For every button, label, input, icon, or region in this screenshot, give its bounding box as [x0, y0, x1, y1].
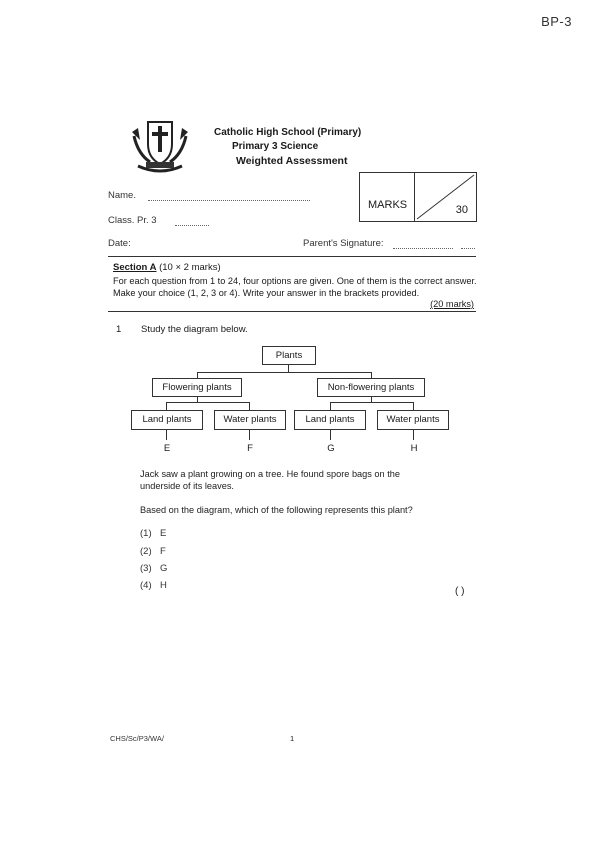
marks-box — [359, 172, 477, 222]
marks-total: 30 — [455, 204, 468, 216]
name-field-line — [148, 200, 310, 201]
section-divider — [108, 311, 476, 312]
signature-label: Parent's Signature: — [303, 238, 384, 249]
diagram-connector — [330, 402, 331, 410]
option-4[interactable] — [140, 580, 180, 591]
diagram-leaf-land-plants: Land plants — [131, 410, 203, 430]
diagram-connector — [166, 430, 167, 440]
option-3[interactable] — [140, 563, 180, 574]
section-instructions: For each question from 1 to 24, four options are given. One of them is the correct answer. Make your choice (1, 2, 3 or 4). Write your answer in the brackets provided. — [113, 276, 477, 298]
option-text: F — [160, 546, 166, 557]
class-field-line — [175, 225, 209, 226]
option-text: H — [160, 580, 167, 591]
header-divider — [108, 256, 476, 257]
diagram-leaf-land-plants: Land plants — [294, 410, 366, 430]
signature-field-line — [393, 248, 453, 249]
leaf-label-h: H — [410, 443, 418, 454]
signature-field-line-end — [461, 248, 475, 249]
option-number: (2) — [140, 546, 152, 557]
school-heading — [214, 126, 361, 168]
diagram-branch-non-flowering: Non-flowering plants — [317, 378, 425, 397]
diagram-connector — [330, 430, 331, 440]
diagram-connector — [249, 430, 250, 440]
question-prompt: Study the diagram below. — [141, 324, 248, 335]
diagram-connector — [166, 402, 167, 410]
name-label: Name. — [108, 190, 136, 201]
answer-bracket[interactable]: ( ) — [455, 586, 465, 597]
diagram-connector — [197, 372, 372, 373]
diagram-connector — [413, 430, 414, 440]
diagram-connector — [330, 402, 414, 403]
assessment-title: Weighted Assessment — [236, 155, 348, 167]
diagram-leaf-water-plants: Water plants — [214, 410, 286, 430]
option-text: E — [160, 528, 167, 539]
page-number: 1 — [290, 734, 295, 743]
diagram-branch-flowering: Flowering plants — [152, 378, 242, 397]
diagram-connector — [249, 402, 250, 410]
diagram-root-node: Plants — [262, 346, 316, 365]
school-name: Catholic High School (Primary) — [214, 127, 362, 138]
section-marks-note: (10 × 2 marks) — [159, 262, 221, 273]
leaf-label-f: F — [247, 443, 253, 454]
question-scenario: Jack saw a plant growing on a tree. He found spore bags on the underside of its leaves. — [140, 469, 400, 491]
section-total-marks: (20 marks) — [430, 299, 474, 309]
option-1[interactable] — [140, 528, 180, 539]
option-2[interactable] — [140, 546, 180, 557]
leaf-label-e: E — [163, 443, 171, 454]
section-heading — [113, 262, 221, 273]
diagram-leaf-water-plants: Water plants — [377, 410, 449, 430]
option-number: (1) — [140, 528, 152, 539]
option-text: G — [160, 563, 168, 574]
date-label: Date: — [108, 238, 131, 249]
diagram-connector — [166, 402, 250, 403]
footer-reference: CHS/Sc/P3/WA/ — [110, 734, 164, 743]
option-number: (4) — [140, 580, 152, 591]
question-ask: Based on the diagram, which of the following represents this plant? — [140, 505, 413, 515]
option-number: (3) — [140, 563, 152, 574]
subject-title: Primary 3 Science — [232, 141, 319, 152]
document-code: BP-3 — [541, 14, 572, 29]
class-label: Class. Pr. 3 — [108, 215, 157, 226]
question-number: 1 — [116, 324, 122, 335]
section-title: Section A — [113, 262, 157, 273]
marks-label: MARKS — [368, 199, 408, 211]
school-crest-logo — [128, 118, 192, 176]
leaf-label-g: G — [327, 443, 335, 454]
diagram-connector — [413, 402, 414, 410]
